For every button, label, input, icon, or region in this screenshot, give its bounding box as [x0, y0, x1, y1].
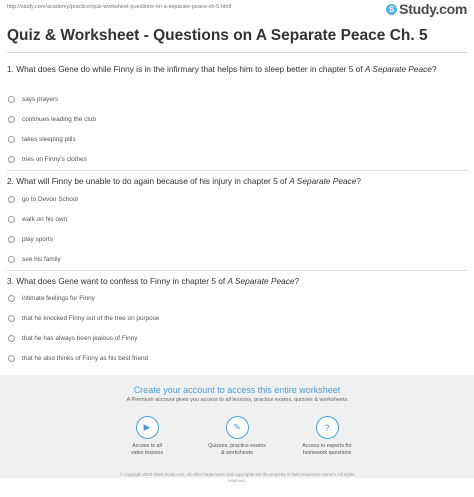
question-text: What does Gene do while Finny is in the infirmary that helps him to sleep better in chapter 5 of: [16, 64, 365, 74]
answer-option[interactable]: [8, 348, 160, 368]
radio-icon[interactable]: [8, 335, 15, 342]
quiz-document-icon: ✎: [226, 416, 249, 439]
radio-icon[interactable]: [8, 236, 15, 243]
answer-option[interactable]: [8, 209, 78, 229]
copyright-footer: [0, 472, 474, 484]
question-end: ?: [431, 64, 437, 74]
book-title: A Separate Peace: [227, 276, 295, 286]
question-2-options: [8, 189, 78, 269]
answer-label: takes sleeping pills: [22, 135, 76, 143]
answer-option[interactable]: [8, 249, 78, 269]
answer-label: play sports: [22, 235, 53, 243]
radio-icon[interactable]: [8, 116, 15, 123]
feature-label: Access to all: [132, 443, 162, 449]
answer-option[interactable]: [8, 308, 160, 328]
radio-icon[interactable]: [8, 156, 15, 163]
feature-video-lessons: [107, 416, 187, 457]
promo-title[interactable]: Create your account to access this entire worksheet: [133, 385, 341, 395]
answer-label: walk on his own: [22, 215, 68, 223]
study-logo-icon: S: [386, 4, 397, 15]
page-url: http://study.com/academy/practice/quiz-worksheet-questions-on-a-separate-peace-ch-5.html: [7, 4, 232, 10]
book-title: A Separate Peace: [289, 176, 357, 186]
answer-option[interactable]: [8, 328, 160, 348]
page-title: Quiz & Worksheet - Questions on A Separate Peace Ch. 5: [7, 27, 428, 44]
copyright-line: © copyright 2003-2020 Study.com. All other trademarks and copyrights are the property of their respective owners. All rights: [119, 472, 355, 477]
question-number: 3.: [7, 276, 14, 286]
feature-quizzes: [197, 416, 277, 457]
title-divider: [7, 52, 467, 53]
feature-label: & worksheets: [221, 450, 253, 456]
video-play-icon: ▶: [136, 416, 159, 439]
study-logo-text: Study.com: [399, 1, 467, 17]
question-divider: [7, 170, 467, 171]
answer-option[interactable]: [8, 189, 78, 209]
radio-icon[interactable]: [8, 96, 15, 103]
question-3-options: [8, 288, 160, 368]
radio-icon[interactable]: [8, 315, 15, 322]
answer-option[interactable]: [8, 229, 78, 249]
question-2: [7, 175, 467, 187]
answer-option[interactable]: [8, 89, 96, 109]
question-number: 2.: [7, 176, 14, 186]
question-text: What will Finny be unable to do again because of his injury in chapter 5 of: [16, 176, 290, 186]
answer-label: that he also thinks of Finny as his best friend: [22, 354, 149, 362]
question-1-options: [8, 89, 96, 169]
question-divider: [7, 270, 467, 271]
radio-icon[interactable]: [8, 256, 15, 263]
feature-label: Quizzes, practice exams: [208, 443, 266, 449]
question-end: ?: [356, 176, 361, 186]
radio-icon[interactable]: [8, 355, 15, 362]
book-title: A Separate Peace: [364, 64, 432, 74]
answer-label: see his family: [22, 255, 61, 263]
feature-label: homework questions: [302, 450, 352, 456]
answer-label: go to Devon School: [22, 195, 78, 203]
question-number: 1.: [7, 64, 14, 74]
answer-label: continues leading the club: [22, 115, 96, 123]
study-logo[interactable]: [386, 1, 467, 17]
expert-chat-icon: ?: [316, 416, 339, 439]
answer-label: that he knocked Finny out of the tree on purpose: [22, 314, 160, 322]
radio-icon[interactable]: [8, 216, 15, 223]
promo-subtitle: A Premium account gives you access to all lessons, practice exams, quizzes & worksheets: [126, 397, 348, 403]
answer-option[interactable]: [8, 109, 96, 129]
radio-icon[interactable]: [8, 196, 15, 203]
answer-option[interactable]: [8, 288, 160, 308]
radio-icon[interactable]: [8, 136, 15, 143]
answer-label: intimate feelings for Finny: [22, 294, 95, 302]
question-end: ?: [294, 276, 300, 286]
copyright-line: reserved.: [228, 478, 246, 483]
feature-experts: [287, 416, 367, 457]
question-1: [7, 63, 467, 75]
feature-label: Access to experts for: [302, 443, 352, 449]
question-3: [7, 275, 467, 287]
answer-option[interactable]: [8, 149, 96, 169]
answer-label: tries on Finny's clothes: [22, 155, 87, 163]
answer-label: that he has always been jealous of Finny: [22, 334, 138, 342]
answer-option[interactable]: [8, 129, 96, 149]
question-text: What does Gene want to confess to Finny in chapter 5 of: [16, 276, 228, 286]
feature-label: video lessons: [130, 450, 164, 456]
answer-label: says prayers: [22, 95, 59, 103]
radio-icon[interactable]: [8, 295, 15, 302]
